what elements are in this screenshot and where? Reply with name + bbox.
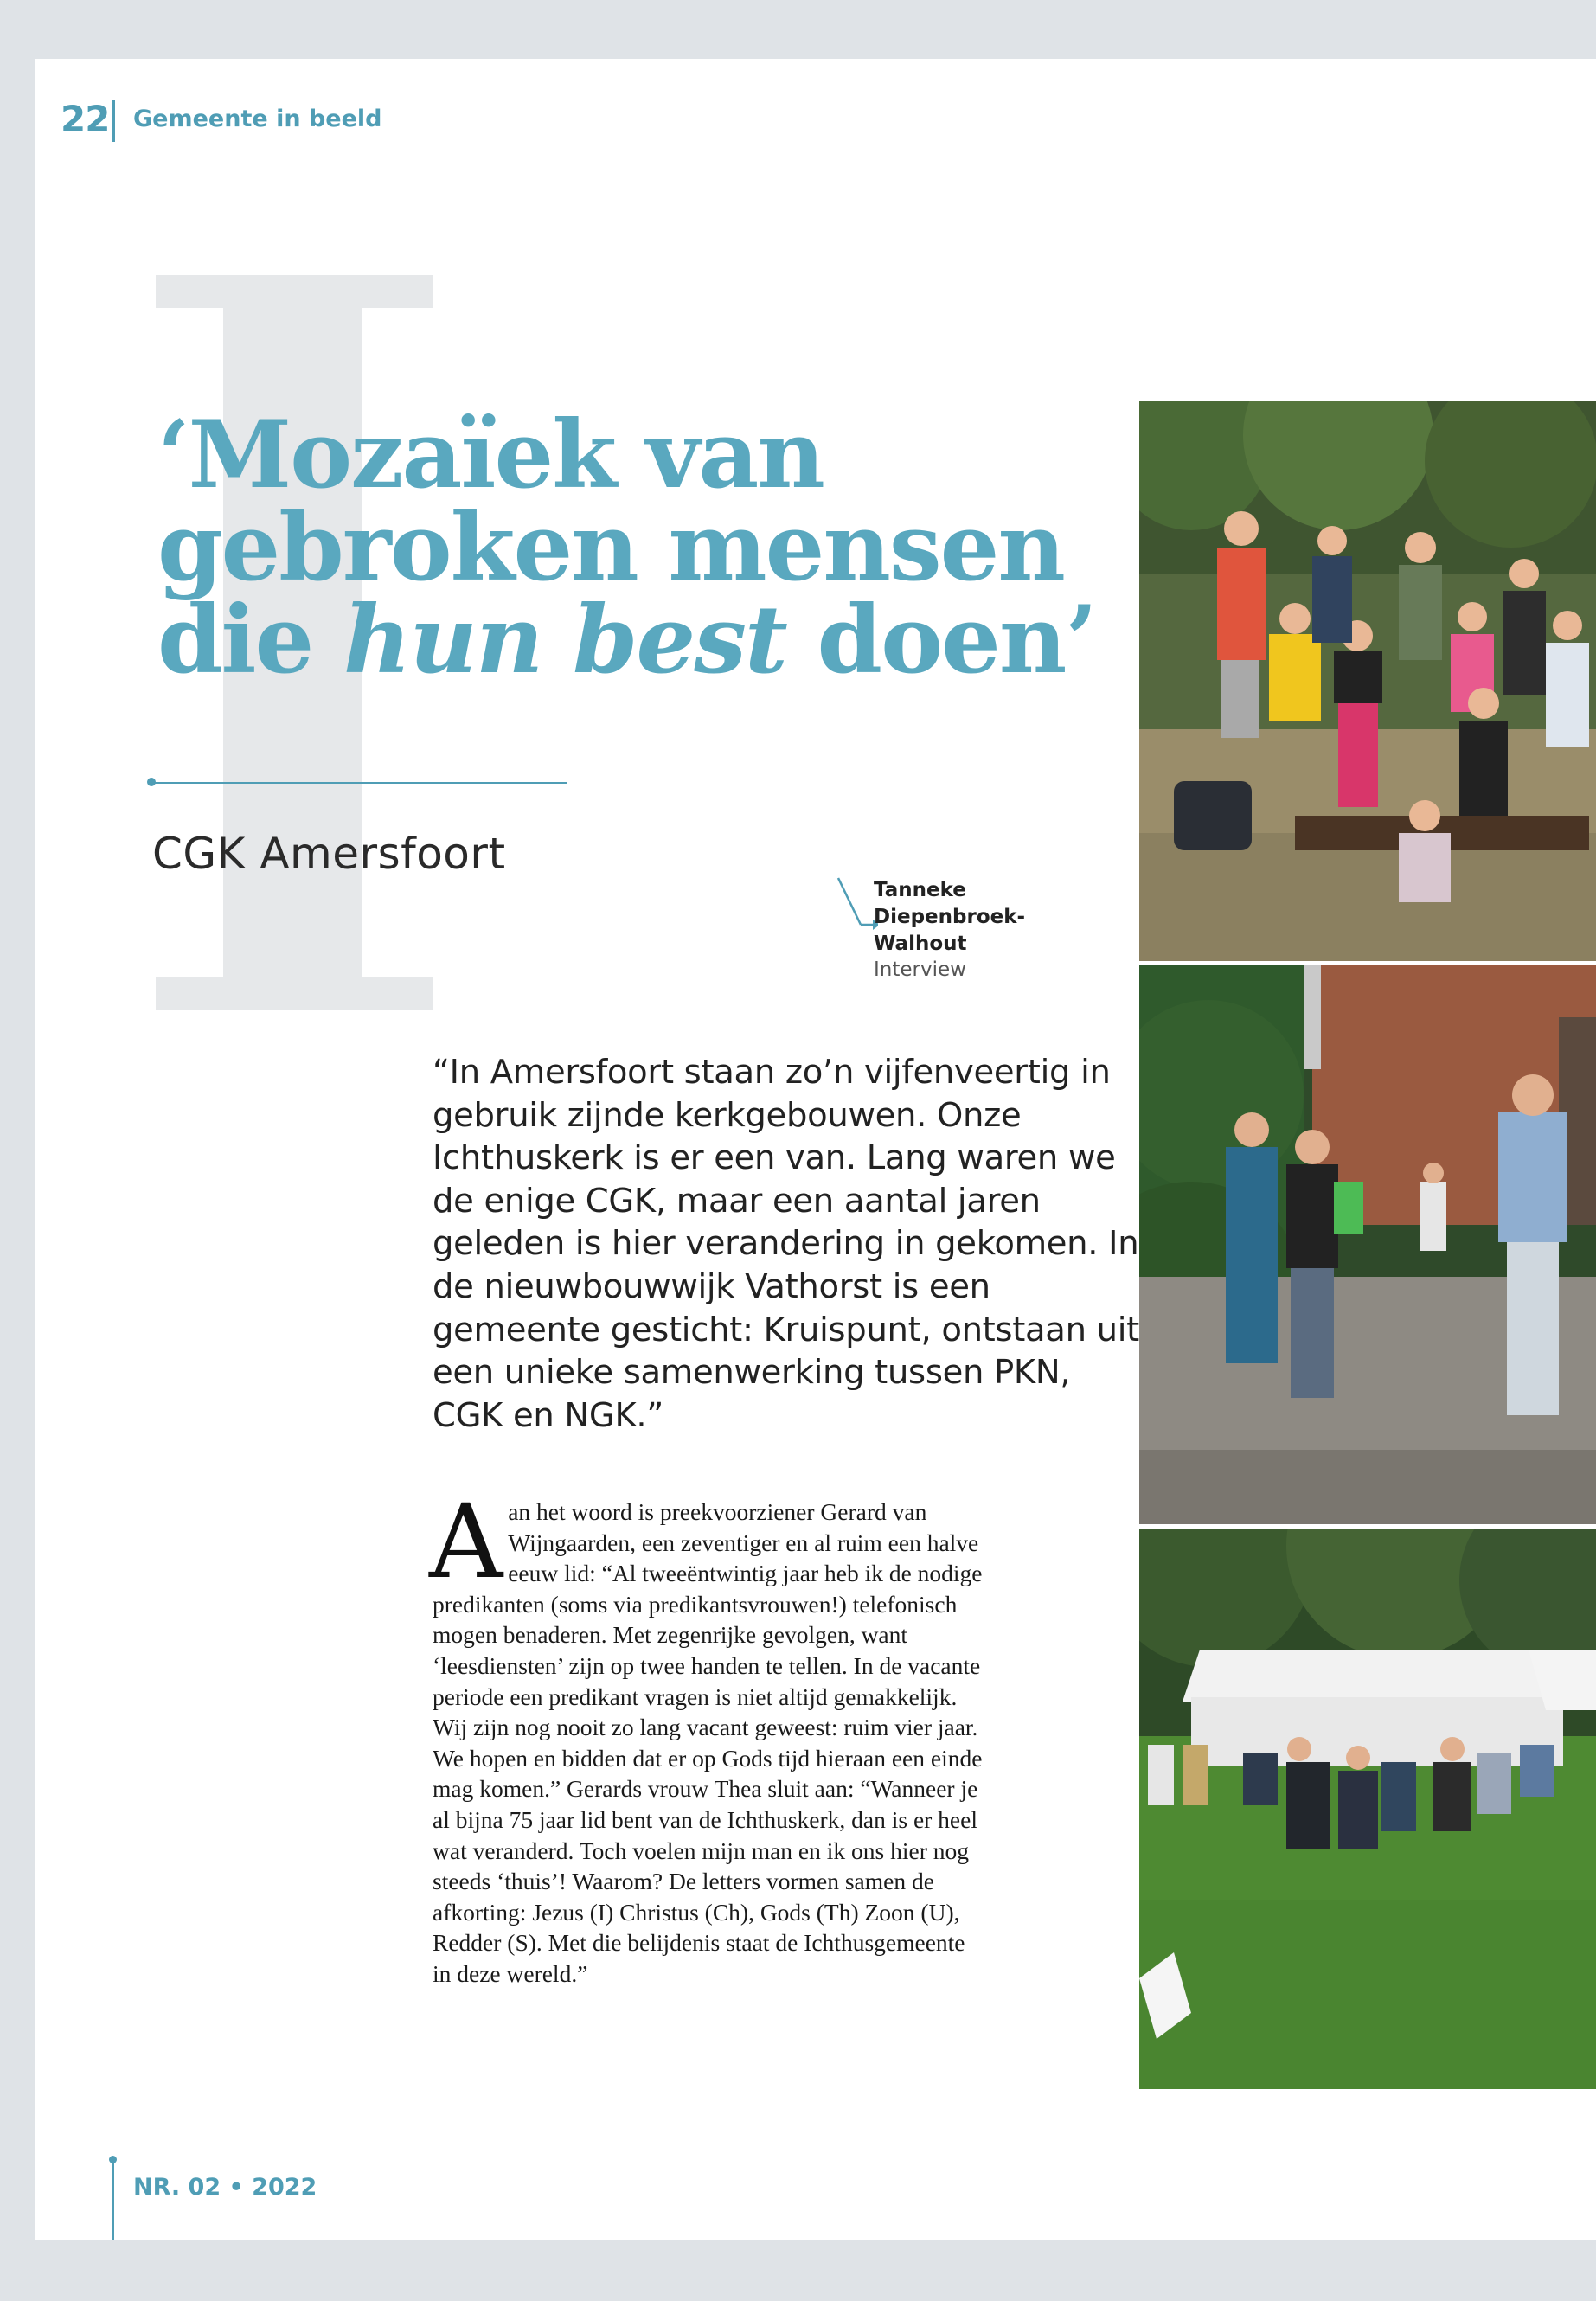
title-line-3: die hun best doen’ — [157, 586, 1096, 695]
footer-rule — [112, 2158, 114, 2240]
photo-garden-tent — [1139, 1529, 1596, 2089]
arrow-icon — [835, 876, 878, 937]
article-title — [157, 401, 1109, 695]
intro-quote: “In Amersfoort staan zo’n vijfenveertig in gebruik zijnde kerkgebouwen. Onze Ichthuskerk is er een van. Lang waren we de enige CGK, maar een aantal jaren geleden is hier verandering in gekomen. In de nieuwbouwwijk Vathorst is een gemeente gesticht: Kruispunt, ontstaan uit een unieke samenwerking tussen PKN, CGK en NGK.” — [433, 1053, 1139, 1435]
photo-youth-group — [1139, 401, 1596, 961]
drop-cap: A — [429, 1482, 503, 1601]
author-name: Tanneke Diepenbroek- Walhout — [874, 879, 1026, 955]
page-number: 22 — [61, 98, 110, 140]
section-label: Gemeente in beeld — [133, 106, 382, 132]
church-name: CGK Amersfoort — [152, 829, 506, 879]
title-line-1: ‘Mozaïek van — [157, 401, 824, 510]
photo-courtyard-gathering — [1139, 965, 1596, 1524]
title-rule — [152, 782, 567, 784]
header-divider — [112, 100, 115, 142]
title-line-2: gebroken mensen — [157, 493, 1064, 602]
author-role: Interview — [874, 958, 966, 981]
issue-number: NR. 02 • 2022 — [133, 2174, 317, 2201]
body-text — [429, 1482, 986, 1990]
body-paragraph: an het woord is preekvoorziener Gerard van Wijngaarden, een zeventiger en al ruim een halve eeuw lid: “Al tweeëntwintig jaar heb ik de nodige predikanten (soms via predikantsvrouwen!) telefonisch mogen benaderen. Met zegenrijke gevolgen, want ‘leesdiensten’ zijn op twee handen te tellen. In de vacante periode een predikant vragen is niet altijd gemakkelijk. Wij zijn nog nooit zo lang vacant geweest: ruim vier jaar. We hopen en bidden dat er op Gods tijd hieraan een einde mag komen.” Gerards vrouw Thea sluit aan: “Wanneer je al bijna 75 jaar lid bent van de Ichthuskerk, dan is er heel wat veranderd. Toch voelen mijn man en ik ons hier nog steeds ‘thuis’! Waarom? De letters vormen samen de afkorting: Jezus (I) Christus (Ch), Gods (Th) Zoon (U), Redder (S). Met die belijdenis staat de Ichthusgemeente in deze wereld.” — [433, 1498, 983, 1987]
magazine-page — [35, 59, 1596, 2240]
